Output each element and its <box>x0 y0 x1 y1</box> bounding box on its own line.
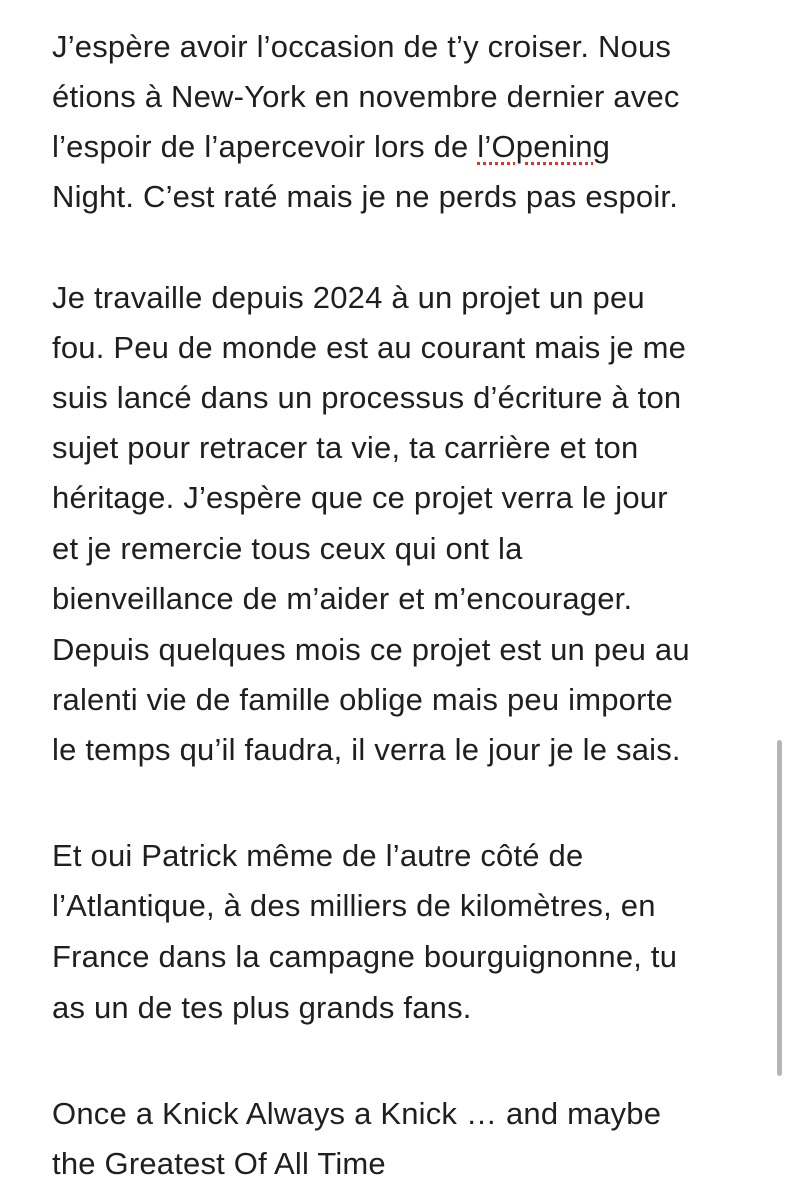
text-line: le temps qu’il faudra, il verra le jour je le sais. <box>52 732 681 767</box>
text-line: et je remercie tous ceux qui ont la <box>52 531 523 566</box>
text-line: France dans la campagne bourguignonne, tu <box>52 939 678 974</box>
text-line: the Greatest Of All Time <box>52 1146 386 1181</box>
text-line <box>52 127 610 167</box>
text-line: sujet pour retracer ta vie, ta carrière et ton <box>52 430 639 465</box>
scrollbar[interactable] <box>777 740 782 1076</box>
text-line: Night. C’est raté mais je ne perds pas espoir. <box>52 179 679 214</box>
misspelled-word[interactable]: l’Opening <box>477 129 611 164</box>
text-line: fou. Peu de monde est au courant mais je me <box>52 330 687 365</box>
text-line: l’Atlantique, à des milliers de kilomètres, en <box>52 888 656 923</box>
text-line: Once a Knick Always a Knick … and maybe <box>52 1096 662 1131</box>
text-line: as un de tes plus grands fans. <box>52 990 472 1025</box>
text-line: suis lancé dans un processus d’écriture à ton <box>52 380 682 415</box>
text-line: étions à New-York en novembre dernier avec <box>52 79 680 114</box>
text-line: ralenti vie de famille oblige mais peu importe <box>52 682 673 717</box>
text-line: bienveillance de m’aider et m’encourager. <box>52 581 633 616</box>
text-line: J’espère avoir l’occasion de t’y croiser. Nous <box>52 29 672 64</box>
text-line: Depuis quelques mois ce projet est un peu au <box>52 632 690 667</box>
text-line: Et oui Patrick même de l’autre côté de <box>52 838 584 873</box>
text-line: héritage. J’espère que ce projet verra le jour <box>52 480 668 515</box>
text-segment: l’espoir de l’apercevoir lors de <box>52 129 478 164</box>
text-line: Je travaille depuis 2024 à un projet un peu <box>52 280 645 315</box>
